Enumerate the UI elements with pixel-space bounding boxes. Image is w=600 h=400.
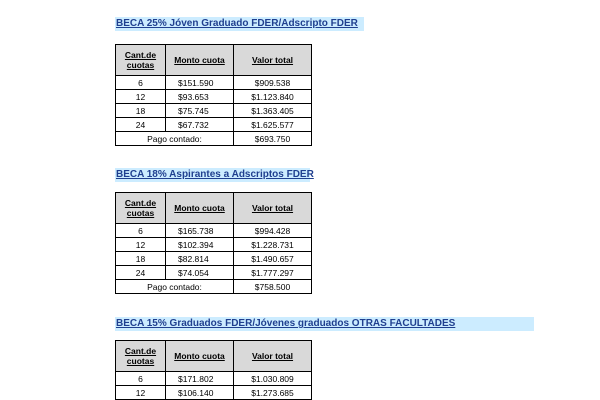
cell-valor: $1.273.685: [234, 386, 312, 400]
header-valor-total: Valor total: [234, 193, 312, 224]
cell-cuotas: 24: [116, 266, 166, 280]
cell-valor: $1.625.577: [234, 118, 312, 132]
cell-cuotas: 12: [116, 90, 166, 104]
table-row: [116, 266, 312, 280]
cell-cuotas: 18: [116, 252, 166, 266]
cell-valor: $1.030.809: [234, 372, 312, 386]
cell-cuotas: 6: [116, 76, 166, 90]
header-cuotas: Cant.de cuotas: [116, 193, 166, 224]
table-header-row: [116, 193, 312, 224]
table-row: [116, 252, 312, 266]
pago-contado-value: $693.750: [234, 132, 312, 146]
cell-cuotas: 12: [116, 238, 166, 252]
pago-contado-value: $758.500: [234, 280, 312, 294]
table-row: [116, 386, 312, 400]
table-row: [116, 224, 312, 238]
table-header-row: [116, 45, 312, 76]
price-table-beca-25: [115, 44, 312, 146]
header-monto-cuota: Monto cuota: [166, 45, 234, 76]
table-row: [116, 372, 312, 386]
section-title-beca-15: BECA 15% Graduados FDER/Jóvenes graduados OTRAS FACULTADES: [115, 317, 534, 331]
cell-monto: $93.653: [166, 90, 234, 104]
table-row: [116, 90, 312, 104]
cell-monto: $75.745: [166, 104, 234, 118]
cell-monto: $74.054: [166, 266, 234, 280]
cell-valor: $1.363.405: [234, 104, 312, 118]
header-monto-cuota: Monto cuota: [166, 193, 234, 224]
cell-cuotas: 12: [116, 386, 166, 400]
cell-monto: $67.732: [166, 118, 234, 132]
header-monto-cuota: Monto cuota: [166, 341, 234, 372]
price-table-beca-18: [115, 192, 312, 294]
section-title-beca-18: BECA 18% Aspirantes a Adscriptos FDER: [116, 169, 314, 180]
table-header-row: [116, 341, 312, 372]
header-valor-total: Valor total: [234, 45, 312, 76]
pago-contado-row: [116, 280, 312, 294]
price-table-beca-15: [115, 340, 312, 400]
header-valor-total: Valor total: [234, 341, 312, 372]
pago-contado-row: [116, 132, 312, 146]
cell-valor: $1.777.297: [234, 266, 312, 280]
cell-cuotas: 6: [116, 372, 166, 386]
pago-contado-label: Pago contado:: [116, 132, 234, 146]
cell-monto: $102.394: [166, 238, 234, 252]
table-row: [116, 76, 312, 90]
pago-contado-label: Pago contado:: [116, 280, 234, 294]
cell-monto: $165.738: [166, 224, 234, 238]
cell-cuotas: 6: [116, 224, 166, 238]
table-row: [116, 104, 312, 118]
cell-monto: $106.140: [166, 386, 234, 400]
header-cuotas: Cant.de cuotas: [116, 45, 166, 76]
cell-cuotas: 24: [116, 118, 166, 132]
table-row: [116, 238, 312, 252]
cell-cuotas: 18: [116, 104, 166, 118]
cell-monto: $171.802: [166, 372, 234, 386]
cell-valor: $1.123.840: [234, 90, 312, 104]
cell-valor: $994.428: [234, 224, 312, 238]
cell-valor: $1.490.657: [234, 252, 312, 266]
cell-monto: $82.814: [166, 252, 234, 266]
section-title-beca-25: BECA 25% Jóven Graduado FDER/Adscripto FDER: [115, 17, 364, 31]
cell-monto: $151.590: [166, 76, 234, 90]
header-cuotas: Cant.de cuotas: [116, 341, 166, 372]
cell-valor: $1.228.731: [234, 238, 312, 252]
cell-valor: $909.538: [234, 76, 312, 90]
table-row: [116, 118, 312, 132]
